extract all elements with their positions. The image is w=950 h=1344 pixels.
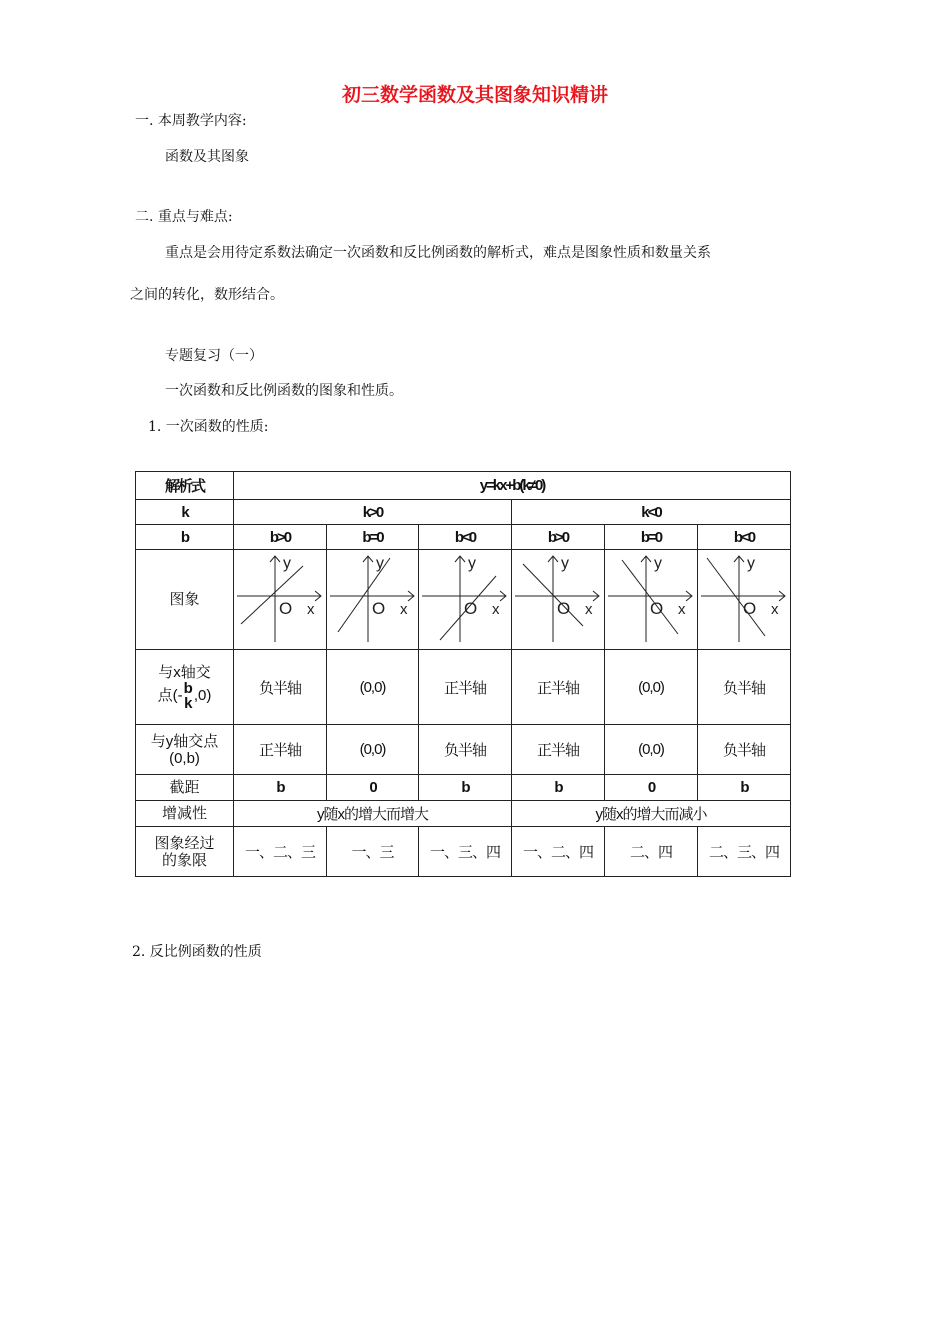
- quadrants-label: [136, 827, 234, 877]
- fraction-denominator: k: [184, 694, 193, 712]
- b-cell: b>0: [512, 525, 605, 550]
- y-intercept-label-line2: (0,b): [169, 749, 200, 767]
- intercept-cell: b: [512, 775, 605, 801]
- row-b: [136, 525, 791, 550]
- x-intercept-cell: (0,0): [605, 650, 698, 725]
- quadrants-cell: 二、四: [605, 827, 698, 877]
- item-2-heading: 2. 反比例函数的性质: [132, 944, 262, 960]
- function-line: [707, 558, 765, 636]
- formula-label: 解析式: [136, 472, 234, 500]
- line-graph-sketch: [420, 552, 510, 648]
- intercept-cell: b: [419, 775, 512, 801]
- quadrants-cell: 一、二、三: [234, 827, 327, 877]
- y-intercept-label-line1: 与y轴交点: [150, 732, 219, 750]
- quadrants-cell: 一、三、四: [419, 827, 512, 877]
- intercept-cell: b: [698, 775, 791, 801]
- row-k: [136, 500, 791, 525]
- review-subheading: 一次函数和反比例函数的图象和性质。: [165, 383, 403, 399]
- monotonicity-label: 增减性: [136, 801, 234, 827]
- x-axis-label: x: [771, 600, 779, 618]
- quadrants-label-line1: 图象经过: [154, 834, 215, 852]
- item-1-heading: 1. 一次函数的性质:: [148, 419, 269, 435]
- intercept-cell: 0: [605, 775, 698, 801]
- review-heading: 专题复习（一）: [165, 348, 263, 364]
- x-intercept-label-line3: ,0): [193, 687, 212, 704]
- y-intercept-cell: (0,0): [327, 725, 419, 775]
- x-axis-label: x: [492, 600, 500, 618]
- function-line: [241, 566, 303, 624]
- linear-function-table: [135, 471, 791, 877]
- y-axis-label: y: [747, 554, 755, 572]
- y-intercept-cell: 正半轴: [512, 725, 605, 775]
- row-x-intercept: [136, 650, 791, 725]
- formula-value: y=kx+b(k≠0): [234, 472, 791, 500]
- intercept-label: 截距: [136, 775, 234, 801]
- y-axis-label: y: [654, 554, 662, 572]
- row-y-intercept: [136, 725, 791, 775]
- x-axis-label: x: [585, 600, 593, 618]
- y-intercept-cell: (0,0): [605, 725, 698, 775]
- x-intercept-cell: 负半轴: [234, 650, 327, 725]
- origin-label: O: [371, 598, 385, 618]
- graph-cell: [234, 550, 327, 650]
- row-intercept: [136, 775, 791, 801]
- x-intercept-cell: 正半轴: [512, 650, 605, 725]
- monotonicity-increasing: y随x的增大而增大: [234, 801, 512, 827]
- y-axis-label: y: [561, 554, 569, 572]
- line-graph-sketch: [513, 552, 603, 648]
- origin-label: O: [464, 598, 478, 618]
- row-monotonicity: [136, 801, 791, 827]
- k-label: k: [136, 500, 234, 525]
- origin-label: O: [650, 598, 664, 618]
- b-cell: b<0: [419, 525, 512, 550]
- x-intercept-label-line1: 与x轴交: [158, 663, 211, 681]
- section-2-line-1: 重点是会用待定系数法确定一次函数和反比例函数的解析式，难点是图象性质和数量关系: [165, 245, 711, 261]
- function-line: [622, 560, 678, 634]
- x-axis-label: x: [678, 600, 686, 618]
- y-axis-label: y: [375, 554, 384, 572]
- intercept-cell: 0: [327, 775, 419, 801]
- graph-cell: [327, 550, 419, 650]
- quadrants-label-line2: 的象限: [161, 851, 207, 869]
- x-intercept-cell: 负半轴: [698, 650, 791, 725]
- b-cell: b<0: [698, 525, 791, 550]
- intercept-cell: b: [234, 775, 327, 801]
- section-2-heading: 二. 重点与难点:: [135, 209, 233, 225]
- y-intercept-label: [136, 725, 234, 775]
- x-intercept-label-line2: 点(-: [157, 687, 183, 704]
- monotonicity-decreasing: y随x的增大而减小: [512, 801, 791, 827]
- x-intercept-cell: 正半轴: [419, 650, 512, 725]
- origin-label: O: [279, 598, 293, 618]
- page-title: 初三数学函数及其图象知识精讲: [341, 84, 608, 106]
- y-intercept-cell: 负半轴: [419, 725, 512, 775]
- quadrants-cell: 一、三: [327, 827, 419, 877]
- x-axis-label: x: [399, 600, 407, 618]
- y-axis-label: y: [283, 554, 291, 572]
- k-positive: k>0: [234, 500, 512, 525]
- graph-cell: [605, 550, 698, 650]
- y-intercept-cell: 正半轴: [234, 725, 327, 775]
- section-1-heading: 一. 本周教学内容:: [135, 113, 247, 129]
- line-graph-sketch: [328, 552, 418, 648]
- b-cell: b=0: [605, 525, 698, 550]
- graph-cell: [698, 550, 791, 650]
- graph-cell: [419, 550, 512, 650]
- origin-label: O: [557, 598, 571, 618]
- k-negative: k<0: [512, 500, 791, 525]
- quadrants-cell: 一、二、四: [512, 827, 605, 877]
- quadrants-cell: 二、三、四: [698, 827, 791, 877]
- graph-label: 图象: [136, 550, 234, 650]
- x-intercept-cell: (0,0): [327, 650, 419, 725]
- b-cell: b>0: [234, 525, 327, 550]
- line-graph-sketch: [235, 552, 325, 648]
- graph-cell: [512, 550, 605, 650]
- b-cell: b=0: [327, 525, 419, 550]
- y-axis-label: y: [468, 554, 476, 572]
- row-quadrants: [136, 827, 791, 877]
- b-label: b: [136, 525, 234, 550]
- y-intercept-cell: 负半轴: [698, 725, 791, 775]
- fraction-numerator: b: [183, 679, 193, 697]
- line-graph-sketch: [606, 552, 696, 648]
- section-2-line-2: 之间的转化，数形结合。: [130, 287, 284, 303]
- origin-label: O: [743, 598, 757, 618]
- section-1-content: 函数及其图象: [165, 149, 249, 165]
- row-formula: [136, 472, 791, 500]
- x-axis-label: x: [307, 600, 315, 618]
- line-graph-sketch: [699, 552, 789, 648]
- x-intercept-label: [136, 650, 234, 725]
- row-graph: [136, 550, 791, 650]
